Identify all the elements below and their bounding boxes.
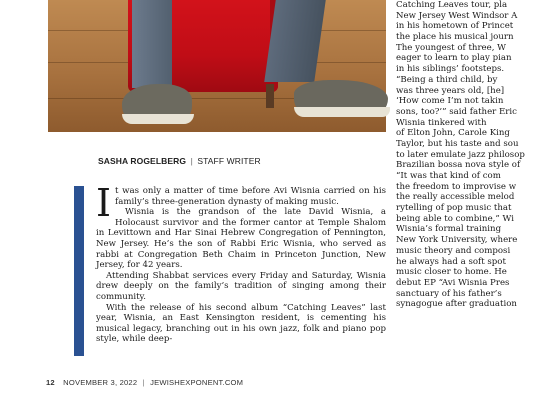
jeans-left-leg [132, 0, 172, 88]
site-url: JEWISHEXPONENT.COM [150, 378, 244, 387]
byline [98, 156, 338, 166]
chair-leg [266, 84, 274, 108]
column-line: the place his musical journ [396, 32, 514, 43]
article-right-column [396, 0, 536, 310]
article-paragraph: Wisnia is the grandson of the late David Wisnia, a Holocaust survivor and the former cantor at Temple Shalom in Levittown and Har Sinai Hebrew Congregation of Pennington, New Jersey. He’s the son of Rabbi Eric Wisnia, who served as rabbi at Congregation Beth Chaim in Princeton Junction, New Jersey, for 42 years. [96, 207, 386, 271]
column-line: Wisnia tinkered with [396, 117, 487, 128]
column-line: Taylor, but his taste and sou [396, 138, 519, 149]
drop-cap: I [96, 181, 112, 225]
column-line: “Being a third child, by [396, 74, 498, 85]
column-line: to later emulate jazz philosop [396, 149, 525, 160]
column-line: eager to learn to play pian [396, 53, 512, 64]
article-paragraph: With the release of his second album “Catching Leaves” last year, Wisnia, an East Kensington resident, is cementing his musical legacy, branching out in his own jazz, folk and piano pop style, while deep- [96, 302, 386, 345]
column-line: the freedom to improvise w [396, 181, 517, 192]
byline-separator: | [190, 156, 193, 166]
page-number: 12 [46, 378, 55, 387]
column-line: ‘How come I’m not takin [396, 96, 504, 107]
column-line: Wisnia’s formal training [396, 224, 502, 235]
column-line: being able to combine,” Wi [396, 213, 514, 224]
column-line: sons, too?’” said father Eric [396, 106, 517, 117]
column-line: “It was that kind of com [396, 171, 501, 181]
column-line: Brazilian bossa nova style of [396, 160, 521, 171]
column-line: music theory and composi [396, 245, 511, 256]
column-line: he always had a soft spot [396, 256, 506, 267]
column-line: in his siblings’ footsteps. [396, 64, 505, 75]
article-paragraph: It was only a matter of time before Avi Wisnia carried on his family’s three-generation dynasty of making music. [96, 181, 386, 225]
article-paragraph: Attending Shabbat services every Friday and Saturday, Wisnia drew deeply on the family’s tradition of singing among their community. [96, 270, 386, 302]
byline-author: SASHA ROGELBERG [98, 156, 187, 166]
page-footer [46, 378, 506, 387]
column-line: sanctuary of his father’s [396, 288, 502, 299]
column-line: The youngest of three, W [396, 42, 507, 53]
footer-separator: | [142, 378, 145, 387]
column-line: New York University, where [396, 235, 518, 246]
column-line: New Jersey West Windsor A [396, 10, 518, 21]
column-line: of Elton John, Carole King [396, 128, 510, 139]
article-body [96, 181, 386, 345]
column-line: in his hometown of Princet [396, 21, 514, 32]
sneaker-right-sole [294, 107, 390, 117]
column-line: music closer to home. He [396, 267, 507, 278]
jeans-right-leg [264, 0, 326, 82]
column-line: was three years old, [he] [396, 85, 505, 96]
sneaker-left-sole [122, 114, 194, 124]
byline-role: STAFF WRITER [197, 156, 261, 166]
accent-bar [74, 186, 84, 356]
issue-date: NOVEMBER 3, 2022 [63, 378, 138, 387]
column-line: synagogue after graduation [396, 299, 517, 310]
column-line: debut EP “Avi Wisnia Pres [396, 277, 510, 288]
column-line: Catching Leaves tour, pla [396, 0, 508, 10]
column-line: rytelling of pop music that [396, 203, 512, 214]
column-line: the really accessible melod [396, 192, 515, 203]
article-photo [48, 0, 386, 132]
